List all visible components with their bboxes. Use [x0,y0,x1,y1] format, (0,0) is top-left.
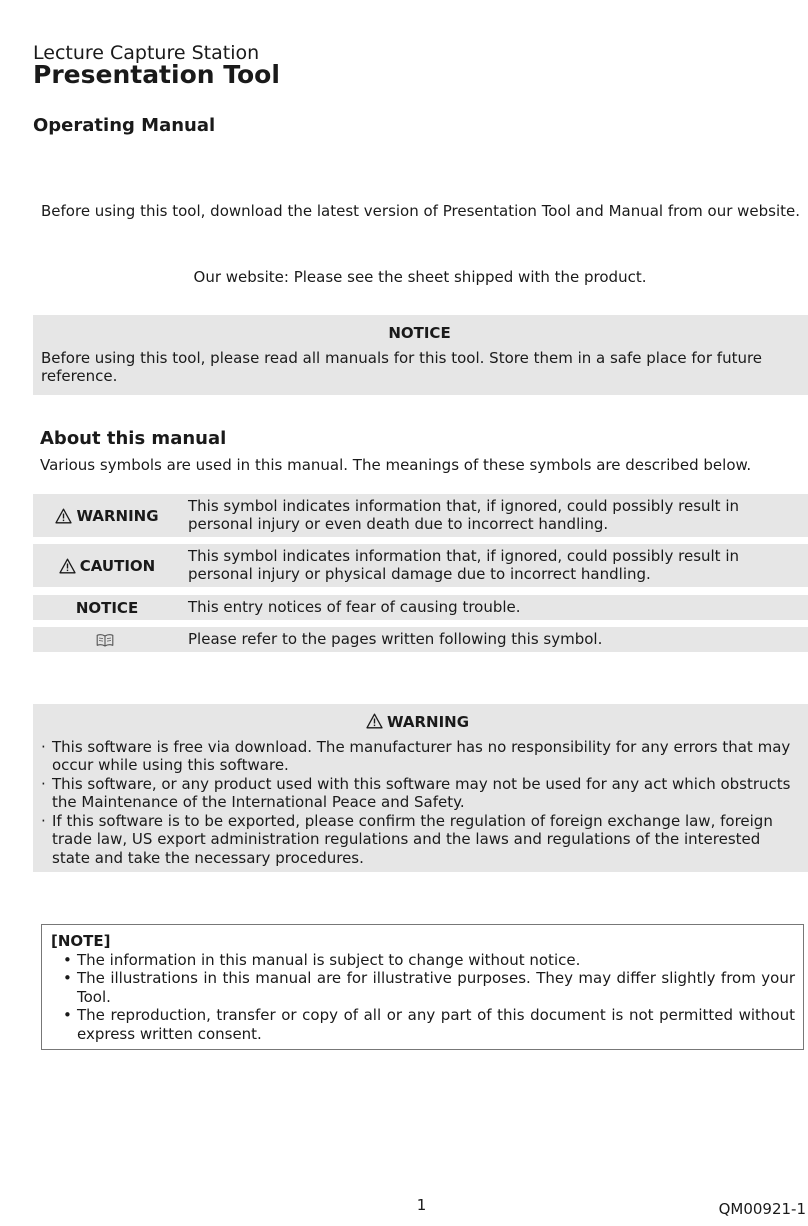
symbol-label-reference [33,627,181,652]
document-title: Presentation Tool [33,60,280,89]
note-item: • The illustrations in this manual are for illustrative purposes. They may differ slightly from your Tool. [63,969,795,1006]
warning-triangle-icon [366,713,383,729]
warning-item: · This software is free via download. The manufacturer has no responsibility for any errors that may occur while using this software. [41,737,791,774]
warning-item: · This software, or any product used with this software may not be used for any act which obstructs the Maintenance of the International Peace and Safety. [41,774,791,811]
document-code: QM00921-1 [718,1200,806,1218]
warning-box-title: WARNING [41,713,794,732]
warning-triangle-icon [59,558,76,574]
page-number: 1 [416,1196,427,1214]
about-heading: About this manual [40,428,227,449]
note-box [41,924,804,1050]
intro-text: Before using this tool, download the latest version of Presentation Tool and Manual from our website. [41,202,801,220]
document-subtitle: Lecture Capture Station [33,42,260,64]
symbol-row-reference [33,627,808,652]
notice-box-text: Before using this tool, please read all manuals for this tool. Store them in a safe place for future reference. [41,349,763,385]
symbol-row-caution [33,544,808,587]
warning-triangle-icon [55,508,72,524]
note-item: • The information in this manual is subject to change without notice. [63,950,581,969]
notice-box [33,315,808,395]
note-box-title: [NOTE] [51,932,111,950]
symbol-label-warning: WARNING [33,494,181,537]
symbol-label-notice: NOTICE [75,598,139,617]
symbol-label-caution: CAUTION [33,544,181,587]
note-item: • The reproduction, transfer or copy of all or any part of this document is not permitted without express written consent. [63,1006,795,1043]
warning-box [33,704,808,872]
about-text: Various symbols are used in this manual. The meanings of these symbols are described below. [40,456,752,474]
symbol-row-notice [33,595,808,620]
manual-title: Operating Manual [33,115,216,136]
book-icon [96,633,114,647]
website-text: Our website: Please see the sheet shipped with the product. [193,268,647,286]
symbol-desc-caution: This symbol indicates information that, if ignored, could possibly result in personal injury or physical damage due to incorrect handling. [188,547,740,583]
symbol-desc-reference: Please refer to the pages written following this symbol. [188,630,603,648]
notice-box-title: NOTICE [388,324,451,342]
symbol-desc-notice: This entry notices of fear of causing trouble. [188,598,521,616]
symbol-desc-warning: This symbol indicates information that, if ignored, could possibly result in personal injury or even death due to incorrect handling. [188,497,740,533]
warning-item: · If this software is to be exported, please confirm the regulation of foreign exchange law, foreign trade law, US export administration regulations and the laws and regulations of the interested state and take the necessary procedures. [41,811,773,867]
symbol-row-warning [33,494,808,537]
